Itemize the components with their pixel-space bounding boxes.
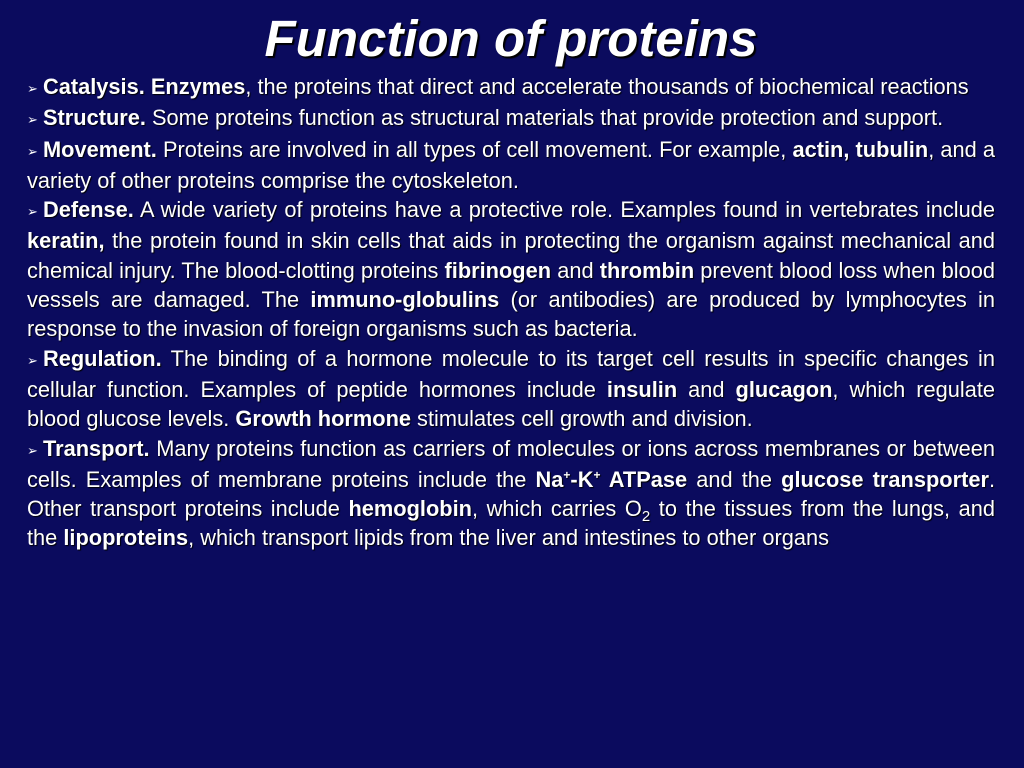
item-text: Many proteins function as carriers of molecules or ions across membranes or between cells. Examples of membrane proteins include the	[27, 435, 995, 492]
arrow-bullet-icon: ➢	[27, 81, 38, 96]
item-term: Structure.	[43, 105, 146, 131]
arrow-bullet-icon: ➢	[27, 112, 38, 128]
list-item-catalysis	[27, 72, 995, 103]
sodium-charge: +	[563, 467, 571, 482]
arrow-bullet-icon: ➢	[27, 352, 38, 368]
slide-title: Function of proteins	[264, 10, 758, 67]
item-text: , the proteins that direct and accelerate thousands of biochemical reactions	[245, 74, 969, 99]
item-keyword: actin, tubulin	[792, 136, 929, 162]
item-keyword	[536, 467, 688, 492]
item-text: stimulates cell growth and division.	[411, 406, 753, 432]
item-text: , which regulate blood glucose levels.	[27, 376, 995, 432]
atpase-label: ATPase	[600, 466, 688, 492]
list-item-movement	[27, 135, 995, 196]
list-item-regulation	[27, 344, 995, 434]
item-keyword: lipoproteins	[63, 525, 189, 551]
item-term: Transport.	[43, 435, 150, 461]
item-term: Regulation.	[43, 345, 162, 371]
item-keyword: immuno-globulins	[310, 287, 500, 313]
item-keyword: glucagon	[735, 376, 833, 402]
item-text: and	[551, 257, 600, 283]
item-text: to the tissues from the lungs, and the	[27, 496, 995, 551]
item-text: (or antibodies) are produced by lymphocytes in response to the invasion of foreign organisms such as bacteria.	[27, 287, 995, 342]
item-keyword: hemoglobin	[348, 496, 472, 522]
bullet-list	[27, 72, 995, 553]
ion-separator: -	[570, 466, 578, 492]
oxygen-subscript: 2	[641, 508, 651, 526]
item-keyword: keratin,	[27, 228, 105, 254]
item-text: the protein found in skin cells that aids in protecting the organism against mechanical and chemical injury. The blood-clotting proteins	[27, 228, 995, 283]
item-keyword: insulin	[606, 376, 678, 402]
item-text: , and a variety of other proteins comprise the cytoskeleton.	[27, 136, 995, 193]
item-text: and	[677, 376, 736, 402]
item-keyword: thrombin	[599, 257, 695, 283]
item-term: Catalysis. Enzymes	[43, 74, 246, 99]
sodium-symbol: Na	[535, 466, 564, 492]
potassium-symbol: K	[577, 466, 594, 492]
potassium-charge: +	[593, 467, 601, 482]
item-text: , which carries O	[471, 496, 642, 522]
list-item-transport	[27, 434, 995, 553]
item-text: Some proteins function as structural materials that provide protection and support.	[145, 105, 944, 131]
list-item-defense	[27, 195, 995, 343]
item-text: Proteins are involved in all types of cell movement. For example,	[156, 136, 793, 162]
item-text: prevent blood loss when blood vessels are damaged. The	[27, 257, 995, 313]
item-term: Movement.	[43, 136, 157, 162]
arrow-bullet-icon: ➢	[27, 442, 38, 458]
item-text: , which transport lipids from the liver and intestines to other organs	[188, 525, 829, 551]
item-text: A wide variety of proteins have a protective role. Examples found in vertebrates include	[133, 197, 995, 223]
item-text: The binding of a hormone molecule to its target cell results in specific changes in cellular function. Examples of peptide hormones include	[27, 345, 995, 402]
item-text: . Other transport proteins include	[27, 466, 996, 522]
item-text: and the	[687, 466, 782, 492]
arrow-bullet-icon: ➢	[27, 143, 38, 159]
item-term: Defense.	[43, 197, 134, 223]
item-keyword: Growth hormone	[235, 406, 411, 432]
item-keyword: fibrinogen	[444, 257, 552, 283]
item-keyword: glucose transporter	[781, 466, 989, 492]
arrow-bullet-icon: ➢	[27, 204, 38, 220]
list-item-structure	[27, 103, 995, 134]
